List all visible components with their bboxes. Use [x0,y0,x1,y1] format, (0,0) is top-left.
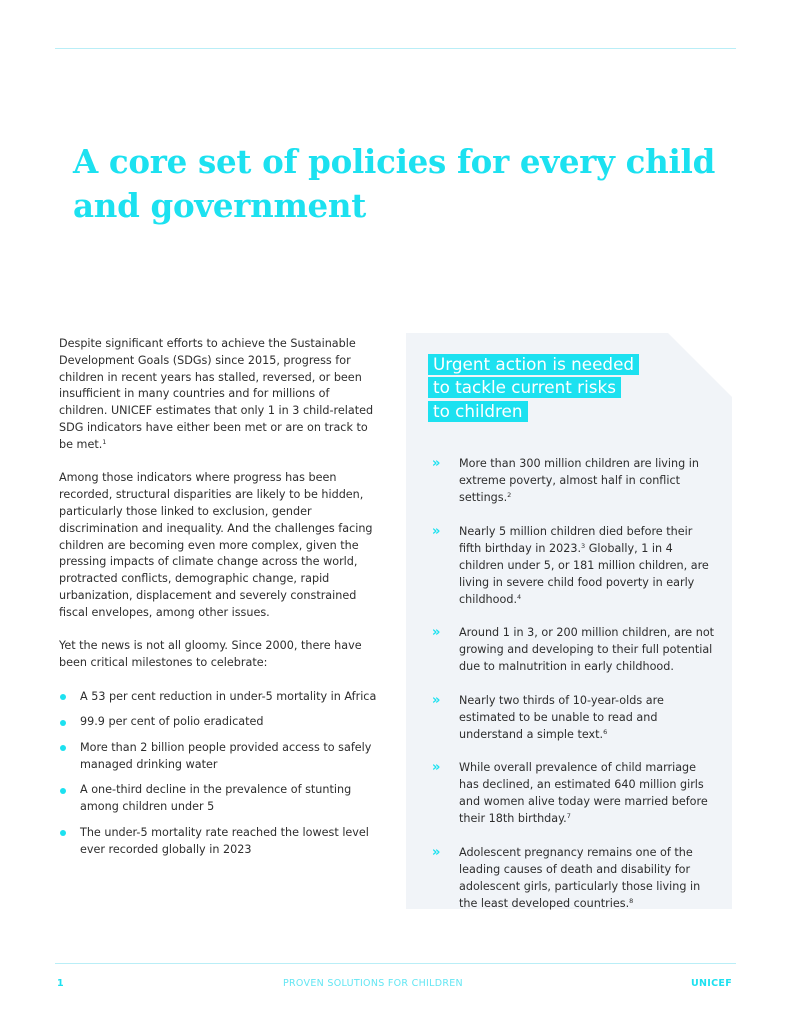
bullet-dot-icon [60,745,66,751]
risks-list [430,455,715,929]
chevron-right-icon: » [432,692,441,708]
page-number: 1 [57,978,64,989]
footer-rule [55,963,736,964]
chevron-right-icon: » [432,625,441,641]
list-item: » Adolescent pregnancy remains one of the leading causes of death and disability for adolescent girls, particularly those living in the least developed countries.$^8$ [432,844,701,910]
list-item: » While overall prevalence of child marriage has declined, an estimated 640 million girls and women alive today were married before their 18th birthday.$^7$ [432,760,708,826]
chevron-right-icon: » [432,844,441,860]
intro-paragraph-3: Yet the news is not all gloomy. Since 2000, there have been critical milestones to celebrate: [59,639,362,670]
list-item: A 53 per cent reduction in under-5 mortality in Africa [59,689,379,706]
list-item: A one-third decline in the prevalence of stunting among children under 5 [59,782,379,816]
risks-panel-heading [428,354,668,424]
list-item: The under-5 mortality rate reached the lowest level ever recorded globally in 2023 [59,825,379,859]
list-item: » Nearly 5 million children died before their fifth birthday in 2023.$^3$ Globally, 1 in 4 children under 5, or 181 million children, are living in severe child food poverty in early childhood.$^4$ [432,523,709,606]
footnote-ref: 1 [102,437,107,446]
heading-line: Urgent action is needed [428,354,639,375]
heading-line: to children [428,401,528,422]
list-item: 99.9 per cent of polio eradicated [59,714,379,731]
list-item: » Around 1 in 3, or 200 million children, are not growing and developing to their full potential due to malnutrition in early childhood. [432,625,715,674]
publication-title: PROVEN SOLUTIONS FOR CHILDREN [283,978,463,989]
list-item: » Nearly two thirds of 10-year-olds are estimated to be unable to read and understand a simple text.$^6$ [432,692,664,741]
page-title: A core set of policies for every child and government [73,142,715,225]
brand-name: UNICEF [691,978,732,989]
bullet-dot-icon [60,694,66,700]
heading-line: to tackle current risks [428,377,621,398]
bullet-dot-icon [60,720,66,726]
intro-paragraph-1-text: Despite significant efforts to achieve the Sustainable Development Goals (SDGs) since 2015, progress for children in recent years has stalled, reversed, or been insufficient in many countries and for millions of children. UNICEF estimates that only 1 in 3 child-related SDG indicators have either been met or are on track to be met. [59,337,374,451]
chevron-right-icon: » [432,760,441,776]
list-item: » More than 300 million children are living in extreme poverty, almost half in conflict settings.$^2$ [432,456,699,504]
chevron-right-icon: » [432,456,441,471]
bullet-dot-icon [60,788,66,794]
header-rule [55,48,736,49]
bullet-dot-icon [60,830,66,836]
intro-column [59,336,379,867]
chevron-right-icon: » [432,523,441,539]
intro-paragraph-1 [59,336,379,454]
list-item: More than 2 billion people provided access to safely managed drinking water [59,740,379,774]
intro-paragraph-2: Among those indicators where progress has been recorded, structural disparities are likely to be hidden, particularly those linked to exclusion, gender discrimination and inequality. And the challenges facing children are becoming even more complex, given the pressing impacts of climate change across the world, protracted conflicts, demographic change, rapid urbanization, displacement and severely constrained fiscal envelopes, among other issues. [59,471,373,619]
milestones-list [59,689,379,859]
